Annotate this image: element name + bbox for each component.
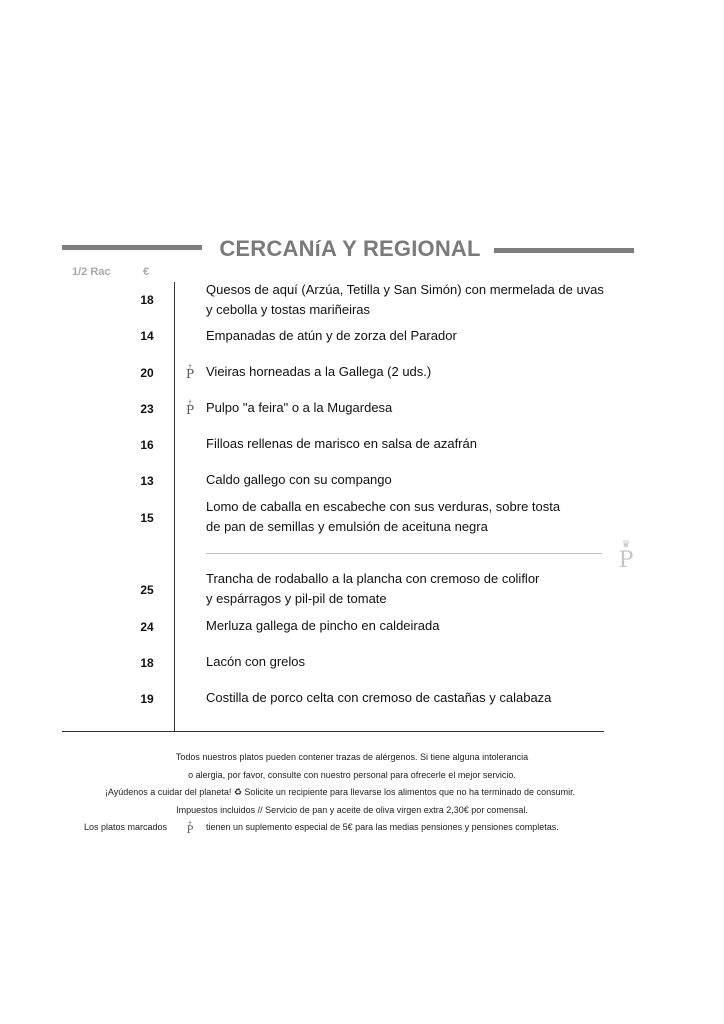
taxes-note: Impuestos incluidos // Servicio de pan y aceite de oliva virgen extra 2,30€ por comensal. xyxy=(176,805,528,815)
dish-line: Trancha de rodaballo a la plancha con cremoso de coliflor xyxy=(206,571,540,586)
supplement-note-prefix: Los platos marcados xyxy=(84,822,168,832)
supplement-mark-icon: † P xyxy=(183,403,197,417)
column-header-currency: € xyxy=(143,266,150,278)
dish-price: 18 xyxy=(140,293,154,307)
dish-name xyxy=(206,497,606,537)
bottom-rule xyxy=(62,731,604,732)
dish-price: 14 xyxy=(140,329,154,343)
crown-icon: ♛ xyxy=(621,539,631,550)
dish-name: Empanadas de atún y de zorza del Parador xyxy=(206,328,457,343)
dish-line: Quesos de aquí (Arzúa, Tetilla y San Simón) con mermelada de uvas xyxy=(206,282,604,297)
dish-name: Filloas rellenas de marisco en salsa de azafrán xyxy=(206,436,477,451)
dish-name xyxy=(206,569,606,609)
section-title: CERCANíA Y REGIONAL xyxy=(219,236,481,261)
parador-logo xyxy=(612,540,640,572)
dish-price: 15 xyxy=(140,511,154,525)
supplement-mark-icon: † P xyxy=(183,367,197,381)
dish-name xyxy=(206,280,606,320)
section-separator xyxy=(206,553,602,554)
dish-line: y cebolla y tostas mariñeiras xyxy=(206,302,371,317)
dish-name: Merluza gallega de pincho en caldeirada xyxy=(206,618,440,633)
dish-line: y espárragos y pil-pil de tomate xyxy=(206,591,387,606)
dish-price: 13 xyxy=(140,474,154,488)
dish-line: de pan de semillas y emulsión de aceituna negra xyxy=(206,519,488,534)
title-bar-left xyxy=(62,245,202,250)
dish-line: Lomo de caballa en escabeche con sus verduras, sobre tosta xyxy=(206,499,561,514)
supplement-mark-icon: † P xyxy=(183,824,197,838)
dish-name: Pulpo "a feira" o a la Mugardesa xyxy=(206,400,393,415)
dish-price: 24 xyxy=(140,620,154,634)
title-bar-right xyxy=(494,248,634,253)
dish-name: Caldo gallego con su compango xyxy=(206,472,392,487)
supplement-note-suffix: tienen un suplemento especial de 5€ para las medias pensiones y pensiones completas. xyxy=(206,822,559,832)
dish-price: 18 xyxy=(140,656,154,670)
planet-note: ¡Ayúdenos a cuidar del planeta! ♻ Solicite un recipiente para llevarse los alimentos que no ha terminado de consumir. xyxy=(104,787,576,797)
dish-name: Costilla de porco celta con cremoso de castañas y calabaza xyxy=(206,690,552,705)
column-header-half-ration: 1/2 Rac xyxy=(72,266,111,278)
logo-letter: P xyxy=(618,548,634,573)
dish-price: 23 xyxy=(140,402,154,416)
dish-price: 25 xyxy=(140,583,154,597)
allergen-note-line-2: o alergia, por favor, consulte con nuestro personal para ofrecerle el mejor servicio. xyxy=(188,770,516,780)
dish-name: Vieiras horneadas a la Gallega (2 uds.) xyxy=(206,364,432,379)
dish-price: 20 xyxy=(140,366,154,380)
column-divider xyxy=(174,282,175,732)
allergen-note-line-1: Todos nuestros platos pueden contener trazas de alérgenos. Si tiene alguna intolerancia xyxy=(175,752,529,762)
dish-price: 19 xyxy=(140,692,154,706)
dish-price: 16 xyxy=(140,438,154,452)
dish-name: Lacón con grelos xyxy=(206,654,306,669)
